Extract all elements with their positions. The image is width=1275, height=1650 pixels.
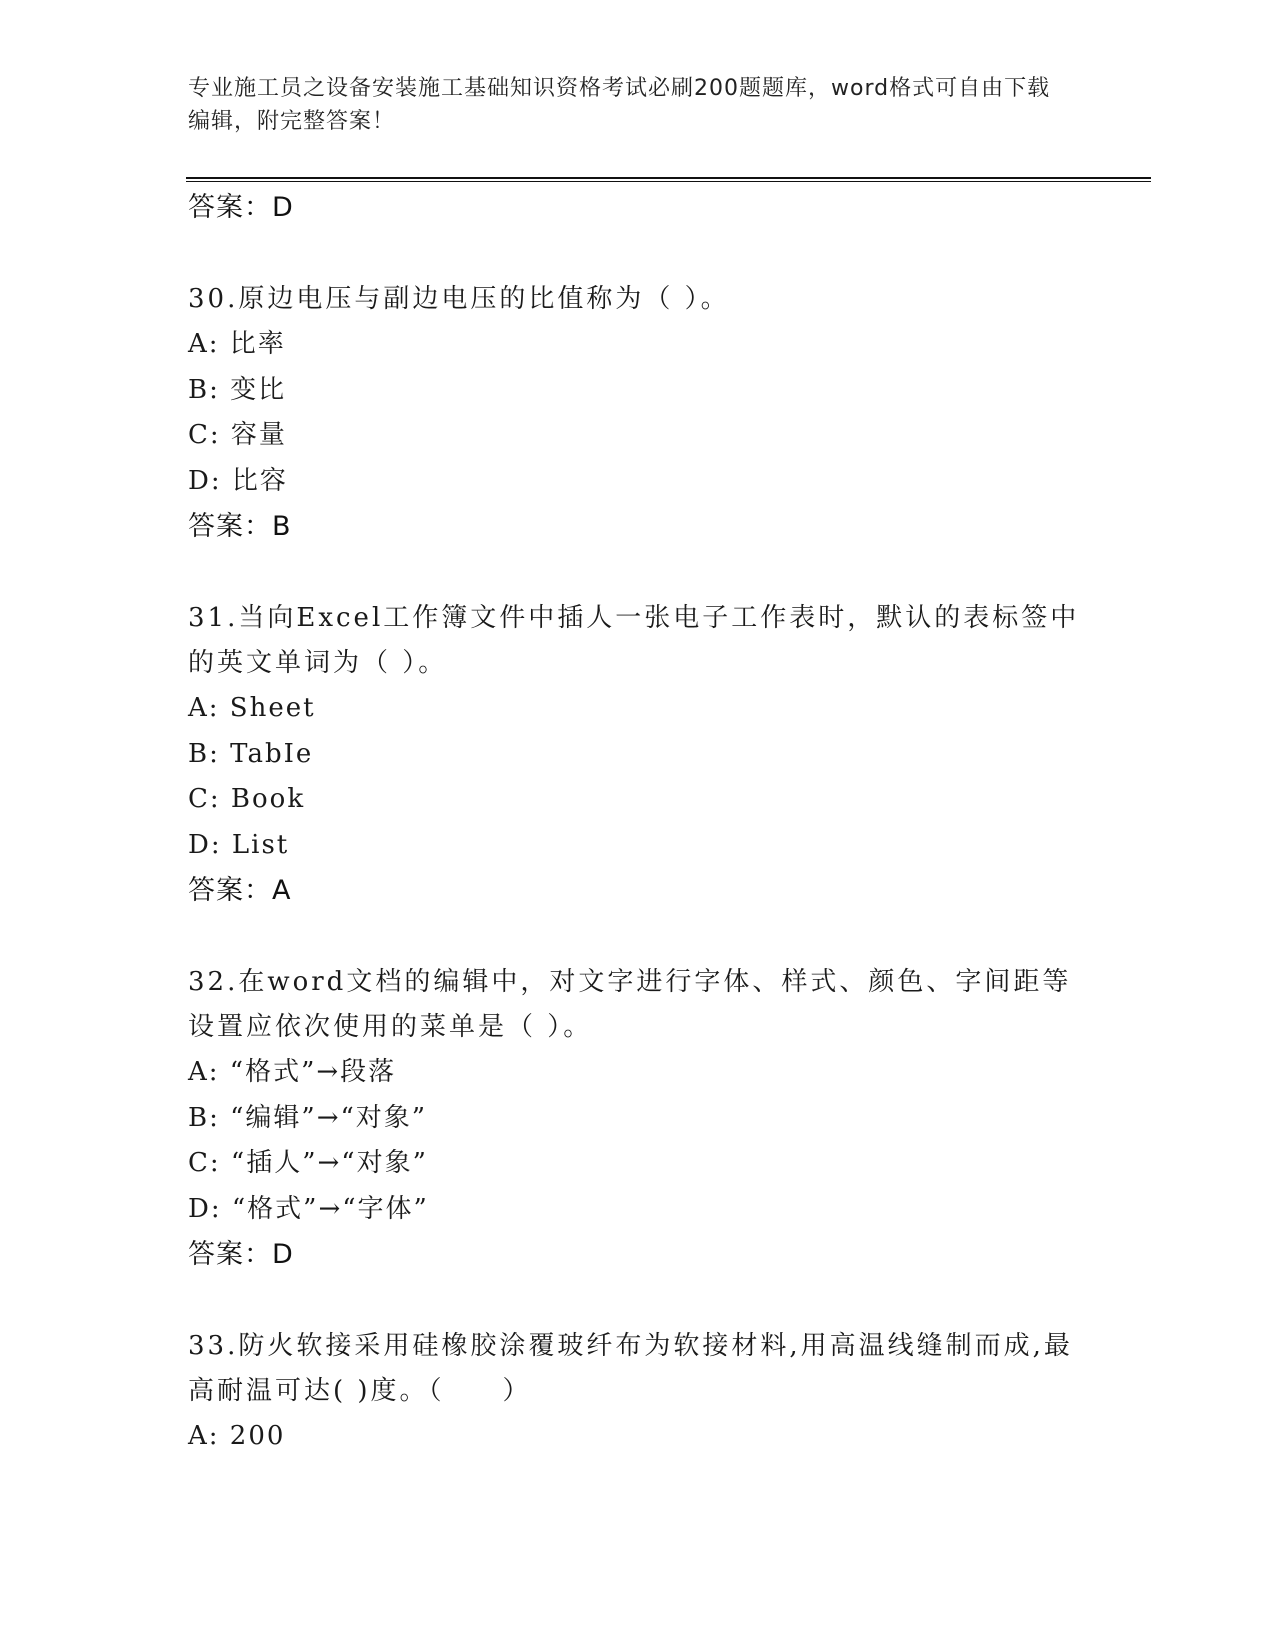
question-stem: 32.在word文档的编辑中，对文字进行字体、样式、颜色、字间距等设置应依次使用的菜单是（ ）。 bbox=[188, 967, 1072, 1042]
answer-line: 答案：D bbox=[188, 1239, 294, 1270]
document-body bbox=[188, 185, 1088, 1460]
option-b: B: TabIe bbox=[188, 738, 314, 769]
option-c: C: 容量 bbox=[188, 420, 287, 450]
option-d: D: List bbox=[188, 829, 290, 860]
spacer bbox=[188, 914, 1088, 960]
option-c: C: Book bbox=[188, 784, 306, 814]
answer-line: 答案：D bbox=[188, 192, 294, 223]
question-stem: 30.原边电压与副边电压的比值称为（ ）。 bbox=[188, 284, 730, 314]
spacer bbox=[188, 231, 1088, 277]
option-d: D: 比容 bbox=[188, 465, 288, 496]
option-b: B: 变比 bbox=[188, 374, 287, 405]
header-divider bbox=[186, 177, 1151, 182]
spacer bbox=[188, 1278, 1088, 1324]
option-b: B: “编辑”→“对象” bbox=[188, 1102, 428, 1133]
question-stem: 31.当向Excel工作簿文件中插人一张电子工作表时，默认的表标签中的英文单词为（ ）。 bbox=[188, 603, 1080, 678]
option-a: A: “格式”→段落 bbox=[188, 1057, 397, 1087]
answer-line: 答案：A bbox=[188, 875, 292, 906]
option-c: C: “插人”→“对象” bbox=[188, 1148, 428, 1178]
spacer bbox=[188, 550, 1088, 596]
document-header: 专业施工员之设备安装施工基础知识资格考试必刷200题题库，word格式可自由下载编辑，附完整答案！ bbox=[188, 76, 1051, 134]
option-a: A: 200 bbox=[188, 1421, 286, 1451]
option-a: A: Sheet bbox=[188, 693, 316, 723]
option-a: A: 比率 bbox=[188, 329, 286, 359]
option-d: D: “格式”→“字体” bbox=[188, 1193, 429, 1224]
question-stem: 33.防火软接采用硅橡胶涂覆玻纤布为软接材料,用高温线缝制而成,最高耐温可达( )度。（ ） bbox=[188, 1331, 1073, 1406]
answer-line: 答案：B bbox=[188, 511, 292, 542]
